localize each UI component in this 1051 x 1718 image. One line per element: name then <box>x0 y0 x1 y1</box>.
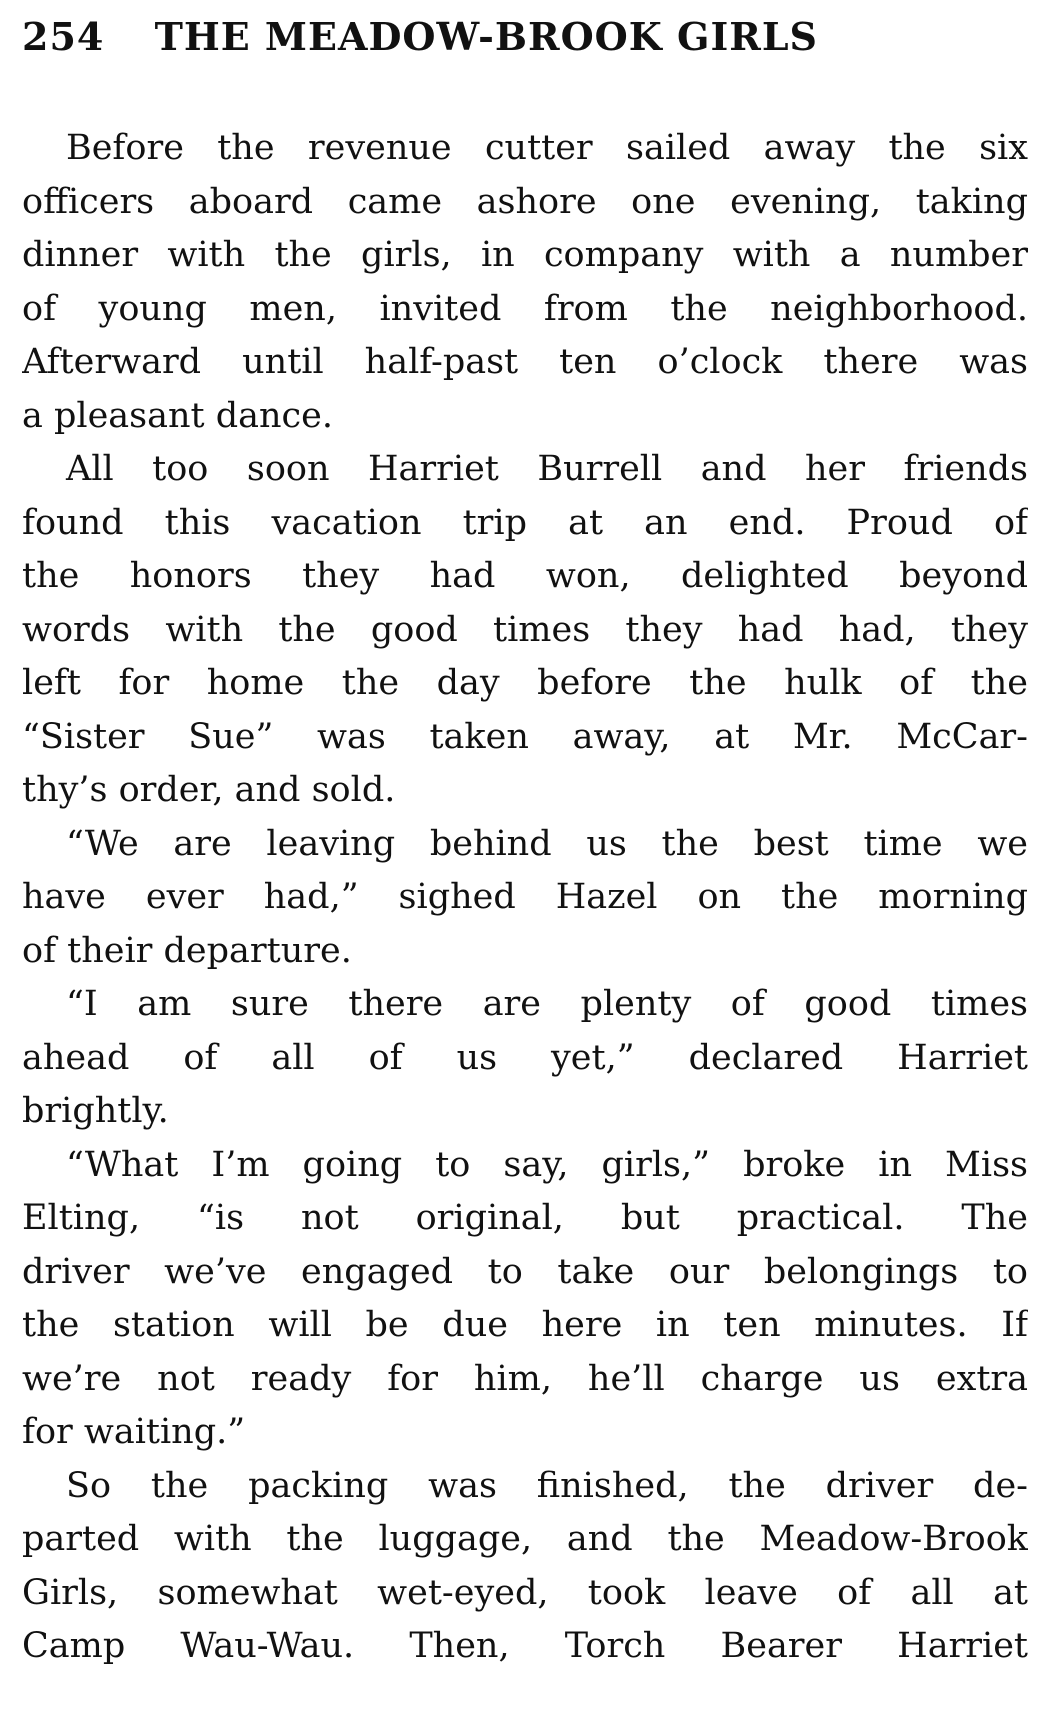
paragraph-packing-finished <box>22 1460 1028 1674</box>
text-line: Elting, “is not original, but practical. The <box>22 1198 1028 1238</box>
paragraph-harriet-quote <box>22 978 1028 1139</box>
body-text <box>22 122 1028 1674</box>
paragraph-miss-elting <box>22 1139 1028 1460</box>
text-line: thy’s order, and sold. <box>22 770 396 810</box>
text-line: dinner with the girls, in company with a number <box>22 235 1028 275</box>
text-line: “I am sure there are plenty of good times <box>66 984 1028 1024</box>
text-line: we’re not ready for him, he’ll charge us extra <box>22 1358 1028 1399</box>
text-line: “We are leaving behind us the best time we <box>66 823 1028 864</box>
text-line: “Sister Sue” was taken away, at Mr. McCar- <box>22 716 1028 757</box>
text-line: officers aboard came ashore one evening, taking <box>22 181 1028 222</box>
text-line: a pleasant dance. <box>22 395 333 436</box>
text-line: Girls, somewhat wet-eyed, took leave of all at <box>22 1572 1028 1613</box>
text-line: Camp Wau-Wau. Then, Torch Bearer Harriet <box>22 1626 1028 1666</box>
page-number: 254 <box>22 14 105 59</box>
text-line: found this vacation trip at an end. Proud of <box>22 502 1028 543</box>
paragraph-revenue-cutter <box>22 122 1028 443</box>
text-line: All too soon Harriet Burrell and her friends <box>66 449 1028 489</box>
text-line: So the packing was finished, the driver de- <box>66 1465 1028 1506</box>
paragraph-vacation-end <box>22 443 1028 818</box>
paragraph-hazel-quote <box>22 818 1028 979</box>
running-head <box>22 14 1022 74</box>
text-line: Before the revenue cutter sailed away the six <box>66 128 1028 168</box>
text-line: the station will be due here in ten minutes. If <box>22 1305 1028 1345</box>
text-line: left for home the day before the hulk of the <box>22 663 1028 703</box>
text-line: of young men, invited from the neighborhood. <box>22 288 1028 329</box>
text-line: the honors they had won, delighted beyond <box>22 556 1028 596</box>
text-line: Afterward until half-past ten o’clock there was <box>22 342 1028 382</box>
text-line: of their departure. <box>22 930 352 971</box>
text-line: driver we’ve engaged to take our belongings to <box>22 1251 1028 1292</box>
text-line: “What I’m going to say, girls,” broke in Miss <box>66 1144 1028 1185</box>
text-line: ahead of all of us yet,” declared Harriet <box>22 1037 1028 1078</box>
text-line: parted with the luggage, and the Meadow-Brook <box>22 1519 1028 1559</box>
text-line: have ever had,” sighed Hazel on the morning <box>22 877 1028 917</box>
text-line: words with the good times they had had, they <box>22 609 1028 650</box>
text-line: brightly. <box>22 1091 169 1131</box>
book-title: THE MEADOW-BROOK GIRLS <box>154 14 818 59</box>
text-line: for waiting.” <box>22 1412 246 1452</box>
